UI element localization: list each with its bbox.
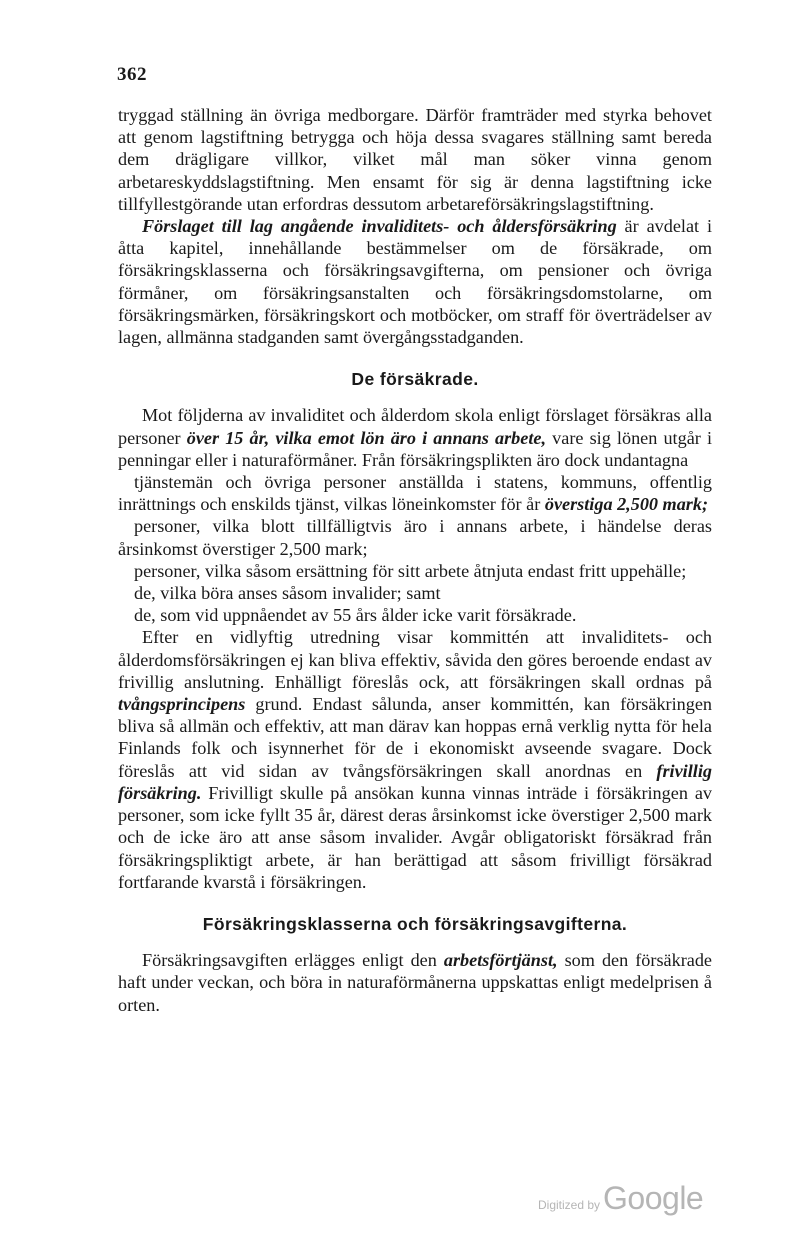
emphasis-text: tvångsprincipens bbox=[118, 694, 246, 715]
paragraph-text: är avdelat i åtta kapitel, innehållande bestämmelser om de försäkrade, om försäkringsklasserna och försäkringsavgifterna, om pensioner och övriga förmåner, om försäkringsanstalten och försäkringsdomstolarne, om försäkringsmärken, försäkringskort och motböcker, om straff för överträdelser av lagen, allmänna stadganden samt övergångsstadganden. bbox=[118, 216, 713, 348]
paragraph-5 bbox=[118, 949, 712, 1016]
paragraph-text: Efter en vidlyftig utredning visar kommittén att invaliditets- och ålderdomsförsäkringen ej kan bliva effektiv, såvida den göres beroende endast av frivillig anslutning. Enhälligt föreslås ock, att försäkringen skall ordnas på bbox=[118, 627, 712, 692]
emphasis-text: överstiga 2,500 mark; bbox=[544, 494, 709, 515]
emphasis-text: arbetsförtjänst, bbox=[443, 950, 558, 971]
watermark-small-text: Digitized by bbox=[538, 1198, 601, 1212]
exemption-item: personer, vilka blott tillfälligtvis äro i annans arbete, i händelse deras årsinkomst överstiger 2,500 mark; bbox=[118, 516, 712, 559]
paragraph-3 bbox=[118, 404, 712, 471]
paragraph-text: som den försäkrade haft under veckan, och böra in naturaförmånerna uppskattas enligt medelprisen å orten. bbox=[118, 950, 712, 1015]
emphasis-text: Förslaget till lag angående invaliditets- och åldersförsäkring bbox=[142, 216, 617, 237]
paragraph-text: Försäkringsavgiften erlägges enligt den bbox=[142, 950, 444, 971]
exemption-item bbox=[118, 471, 712, 515]
paragraph-text: grund. Endast sålunda, anser kommittén, kan försäkringen bliva så allmän och effektiv, att man därav kan hoppas ernå verklig nytta för hela Finlands folk och isynnerhet för de i ekonomiskt avseende svagare. Dock föreslås att vid sidan av tvångsförsäkringen skall anordnas en bbox=[118, 694, 712, 781]
body-text bbox=[118, 104, 712, 1016]
section-heading: De försäkrade. bbox=[351, 369, 479, 390]
paragraph-text: Frivilligt skulle på ansökan kunna vinnas inträde i försäkringen av personer, som icke fyllt 35 år, därest deras årsinkomst icke överstiger 2,500 mark och de icke äro att anse såsom invalider. Avgår obligatoriskt försäkrad från försäkringspliktigt arbete, är han berättigad att såsom frivilligt försäkrad fortfarande kvarstå i försäkringen. bbox=[118, 782, 712, 892]
exemption-item: personer, vilka såsom ersättning för sitt arbete åtnjuta endast fritt uppehälle; bbox=[134, 560, 687, 581]
paragraph-text: Mot följderna av invaliditet och ålderdom skola enligt förslaget försäkras alla personer bbox=[118, 405, 712, 448]
paragraph-text: vare sig lönen utgår i penningar eller i naturaförmåner. Från försäkringsplikten äro dock undantagna bbox=[118, 427, 713, 470]
paragraph-2 bbox=[118, 215, 712, 348]
paragraph-text: tjänstemän och övriga personer anställda i statens, kommuns, offentlig inrättnings och enskilds tjänst, vilkas löneinkomster för år bbox=[118, 472, 712, 515]
digitized-by-google-watermark bbox=[538, 1180, 703, 1217]
section-heading: Försäkringsklasserna och försäkringsavgifterna. bbox=[202, 913, 628, 934]
emphasis-text: frivillig försäkring. bbox=[118, 760, 712, 803]
paragraph-4 bbox=[118, 626, 712, 892]
paragraph-1: tryggad ställning än övriga medborgare. Därför framträder med styrka behovet att genom lagstiftning betrygga och höja dessa svagares ställning samt bereda dem drägligare villkor, vilket mål man söker vinna genom arbetareskyddslagstiftning. Men ensamt för sig är denna lagstiftning icke tillfyllestgörande utan erfordras dessutom arbetareförsäkringslagstiftning. bbox=[118, 105, 712, 214]
exemption-item: de, vilka böra anses såsom invalider; samt bbox=[134, 583, 441, 604]
page-number: 362 bbox=[117, 64, 147, 85]
exemption-item: de, som vid uppnåendet av 55 års ålder icke varit försäkrade. bbox=[134, 605, 577, 626]
emphasis-text: över 15 år, vilka emot lön äro i annans arbete, bbox=[186, 427, 547, 448]
google-logo: Google bbox=[603, 1180, 704, 1216]
